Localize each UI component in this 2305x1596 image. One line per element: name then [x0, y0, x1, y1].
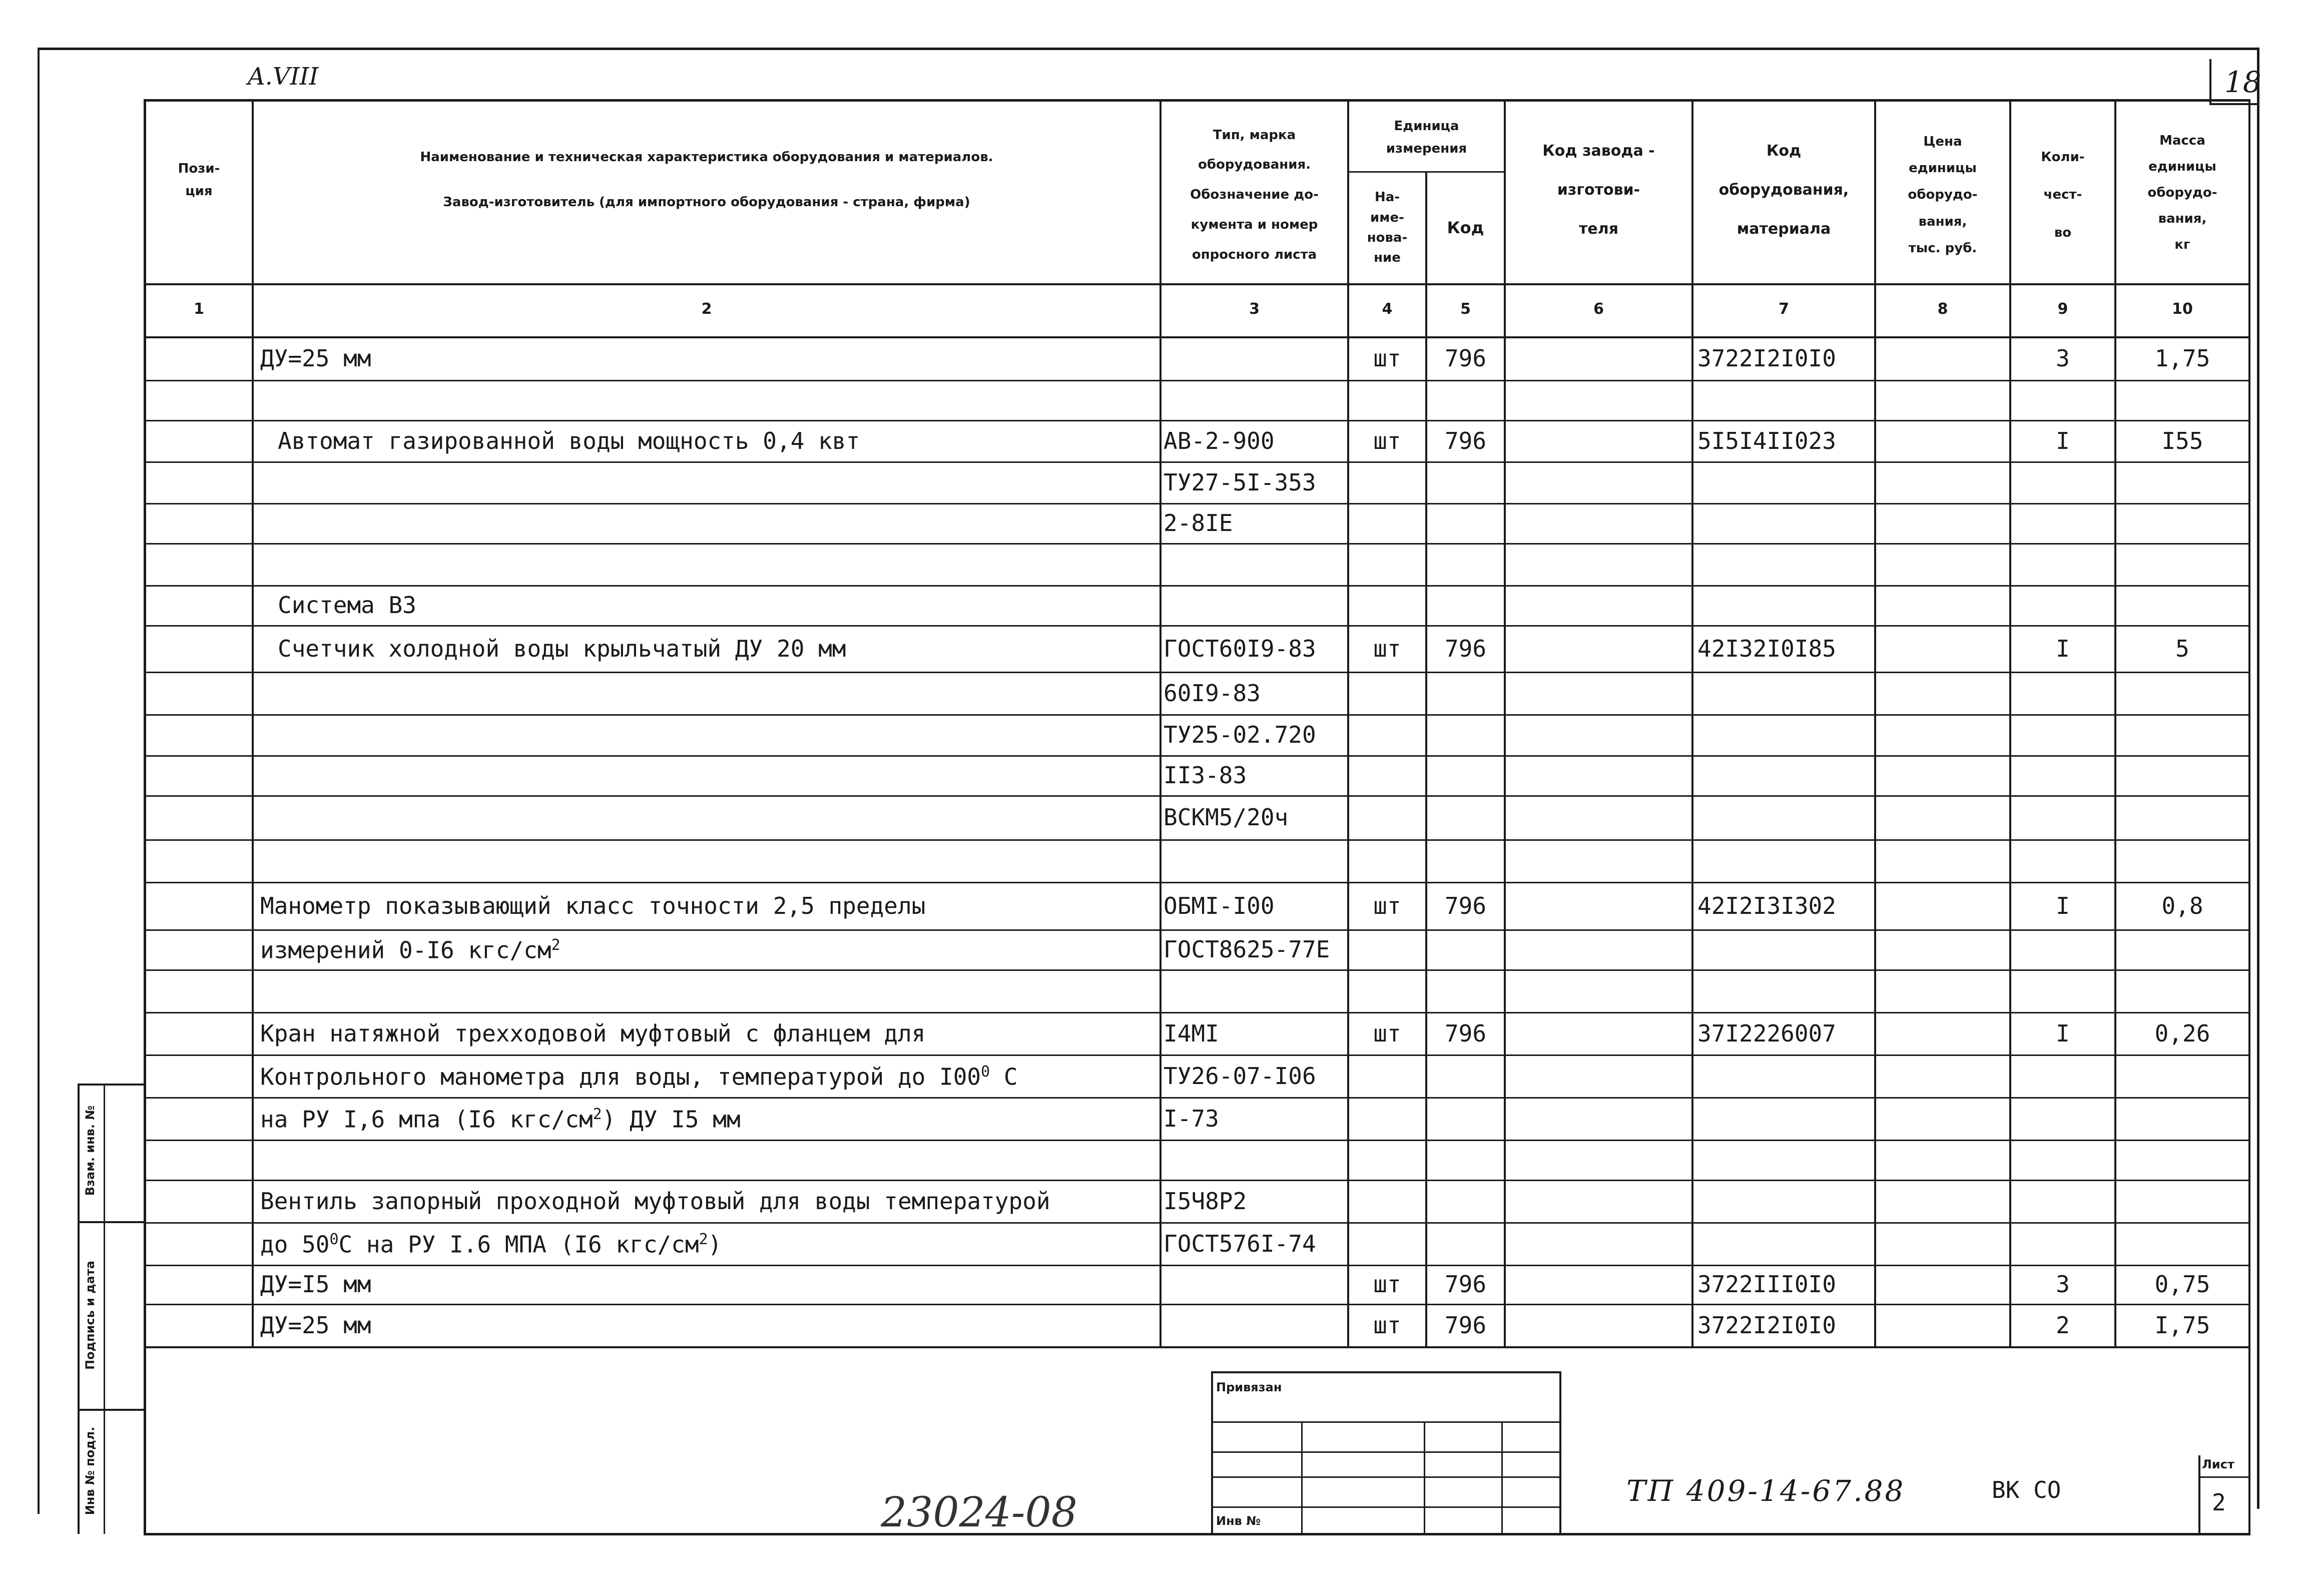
cell-name-text: до 50: [260, 1230, 330, 1258]
col-num-5: 5: [1460, 300, 1471, 318]
cell-mass: I,75: [2154, 1311, 2210, 1339]
row-divider: [144, 755, 2250, 757]
side-label-inv: Инв № подл.: [83, 1426, 97, 1515]
cell-type: I5Ч8Р2: [1164, 1187, 1247, 1215]
row-divider: [144, 1304, 2250, 1305]
cell-unit: шт: [1373, 1019, 1401, 1047]
row-divider: [144, 672, 2250, 673]
cell-code: 796: [1444, 1019, 1487, 1047]
cell-mass: 0,26: [2154, 1019, 2210, 1047]
cell-mass: 0,8: [2161, 892, 2203, 919]
header-name-line2: Завод-изготовитель (для импортного оборудования - страна, фирма): [443, 195, 970, 210]
cell-name: [260, 1311, 1156, 1339]
col-num-4: 4: [1382, 300, 1393, 318]
cell-name-sup: 2: [551, 936, 560, 954]
cell-unit: шт: [1373, 635, 1401, 662]
cell-name: [260, 1273, 1156, 1296]
cell-name: [260, 347, 1156, 370]
cell-name: [260, 894, 1156, 917]
header-quantity: Коли- чест- во: [2041, 149, 2085, 240]
cell-type: ТУ25-02.720: [1164, 721, 1316, 748]
cell-mass: 0,75: [2154, 1271, 2210, 1298]
doc-code: ТП 409-14-67.88: [1626, 1474, 1906, 1508]
cell-code: 796: [1444, 427, 1487, 454]
cell-equip: 3722I2I0I0: [1697, 1311, 1836, 1339]
cell-name: [278, 637, 1174, 660]
cell-qty: I: [2056, 635, 2070, 662]
row-divider: [144, 839, 2250, 841]
cell-mass: 1,75: [2154, 345, 2210, 372]
cell-equip: 3722III0I0: [1697, 1271, 1836, 1298]
header-unit-code: Код: [1447, 218, 1484, 237]
cell-name: [260, 1019, 1156, 1047]
section-code: ВК СО: [1992, 1476, 2061, 1503]
cell-qty: I: [2056, 892, 2070, 919]
row-divider: [144, 1012, 2250, 1013]
header-equipment-code: Код оборудования, материала: [1718, 142, 1849, 238]
cell-name-tail2: ): [708, 1230, 722, 1258]
cell-code: 796: [1444, 635, 1487, 662]
list-label: Лист: [2202, 1457, 2234, 1471]
cell-unit: шт: [1373, 345, 1401, 372]
cell-name-text: измерений 0-I6 кгс/см: [260, 936, 551, 964]
cell-qty: 3: [2056, 1271, 2070, 1298]
row-divider: [144, 1222, 2250, 1224]
cell-type: ГОСТ8625-77Е: [1164, 936, 1330, 963]
row-divider: [144, 795, 2250, 797]
row-divider: [144, 461, 2250, 463]
cell-type: ГОСТ576I-74: [1164, 1230, 1316, 1257]
cell-equip: 3722I2I0I0: [1697, 345, 1836, 372]
row-divider: [144, 969, 2250, 971]
cell-name: [260, 1232, 1156, 1256]
row-divider: [144, 503, 2250, 504]
cell-mass: I55: [2161, 427, 2203, 454]
col-num-2: 2: [701, 300, 712, 318]
header-name-line1: Наименование и техническая характеристика оборудования и материалов.: [420, 150, 993, 165]
sheet-mark: A.VIII: [248, 63, 319, 91]
cell-name-sup: 0: [329, 1230, 339, 1248]
cell-type: АВ-2-900: [1164, 427, 1275, 454]
cell-name: [278, 429, 1174, 452]
header-unit-group: Единица измерения: [1386, 118, 1467, 156]
stamp-inv-no: Инв №: [1216, 1514, 1261, 1528]
cell-code: 796: [1444, 892, 1487, 919]
cell-name-text: Счетчик холодной воды крыльчатый ДУ 20 мм: [278, 635, 846, 662]
cell-type: 60I9-83: [1164, 679, 1261, 707]
header-price: Цена единицы оборудо- вания, тыс. руб.: [1908, 134, 1978, 256]
row-divider: [144, 1265, 2250, 1266]
col-num-3: 3: [1249, 300, 1260, 318]
cell-type: II3-83: [1164, 762, 1247, 789]
cell-name: [260, 936, 1156, 964]
cell-name-sup: 0: [981, 1062, 990, 1081]
signature-number: 23024-08: [881, 1489, 1077, 1536]
col-num-1: 1: [194, 300, 204, 318]
cell-equip: 37I2226007: [1697, 1019, 1836, 1047]
cell-equip: 5I5I4II023: [1697, 427, 1836, 454]
side-label-podpis: Подпись и дата: [83, 1261, 97, 1370]
cell-name: [260, 1062, 1156, 1090]
row-divider: [144, 420, 2250, 421]
cell-name-text: Манометр показывающий класс точности 2,5 пределы: [260, 892, 926, 919]
row-divider: [144, 625, 2250, 627]
col-num-6: 6: [1593, 300, 1604, 318]
cell-unit: шт: [1373, 892, 1401, 919]
row-divider: [144, 1180, 2250, 1181]
cell-name-text: Система В3: [278, 592, 416, 619]
cell-name: [260, 1187, 1156, 1215]
row-divider: [144, 1140, 2250, 1141]
row-divider: [144, 1054, 2250, 1056]
col-num-10: 10: [2172, 300, 2193, 318]
cell-type: ТУ27-5I-353: [1164, 468, 1316, 496]
cell-name: [260, 1107, 1156, 1131]
cell-name-text: на РУ I,6 мпа (I6 кгс/см: [260, 1105, 593, 1133]
cell-type: ОБМI-I00: [1164, 892, 1275, 919]
cell-name-sup2: 2: [699, 1230, 708, 1248]
cell-qty: 2: [2056, 1311, 2070, 1339]
cell-code: 796: [1444, 345, 1487, 372]
cell-name-text: Кран натяжной трехходовой муфтовый с фланцем для: [260, 1019, 926, 1047]
cell-unit: шт: [1373, 1311, 1401, 1339]
row-divider: [144, 882, 2250, 883]
row-divider: [144, 1346, 2250, 1348]
cell-name-tail: С: [990, 1062, 1018, 1090]
cell-type: I4MI: [1164, 1019, 1219, 1047]
row-divider: [144, 543, 2250, 545]
cell-code: 796: [1444, 1311, 1487, 1339]
cell-type: I-73: [1164, 1105, 1219, 1132]
col-num-7: 7: [1779, 300, 1789, 318]
cell-type: ТУ26-07-I06: [1164, 1062, 1316, 1090]
cell-name-tail: С на РУ I.6 МПА (I6 кгс/см: [338, 1230, 699, 1258]
cell-code: 796: [1444, 1271, 1487, 1298]
row-divider: [144, 585, 2250, 587]
cell-name-sup: 2: [593, 1105, 602, 1123]
row-divider: [144, 714, 2250, 716]
list-number: 2: [2212, 1489, 2226, 1516]
cell-name-tail: ) ДУ I5 мм: [602, 1105, 741, 1133]
cell-type: ГОСТ60I9-83: [1164, 635, 1316, 662]
header-type: Тип, марка оборудования. Обозначение до- кумента и номер опросного листа: [1190, 127, 1319, 262]
col-num-8: 8: [1937, 300, 1948, 318]
page-number-top: 18: [2224, 65, 2261, 99]
cell-equip: 42I2I3I302: [1697, 892, 1836, 919]
cell-qty: I: [2056, 1019, 2070, 1047]
cell-qty: 3: [2056, 345, 2070, 372]
header-position: Пози- ция: [178, 161, 220, 199]
cell-name-text: ДУ=25 мм: [260, 1311, 371, 1339]
cell-unit: шт: [1373, 427, 1401, 454]
stamp-privyazan: Привязан: [1216, 1380, 1282, 1394]
cell-name: [278, 594, 1174, 617]
row-divider: [144, 1097, 2250, 1099]
cell-name-text: Контрольного манометра для воды, температурой до I00: [260, 1062, 981, 1090]
header-mass: Масса единицы оборудо- вания, кг: [2147, 133, 2217, 252]
cell-type: 2-8IE: [1164, 509, 1233, 537]
row-divider: [144, 380, 2250, 381]
header-plant-code: Код завода - изготови- теля: [1542, 142, 1655, 238]
cell-name-text: Автомат газированной воды мощность 0,4 квт: [278, 427, 860, 454]
col-num-9: 9: [2057, 300, 2068, 318]
cell-name-text: Вентиль запорный проходной муфтовый для воды температурой: [260, 1187, 1050, 1215]
cell-qty: I: [2056, 427, 2070, 454]
cell-name-text: ДУ=25 мм: [260, 345, 371, 372]
cell-type: ВСКМ5/20ч: [1164, 804, 1289, 831]
cell-name-text: ДУ=I5 мм: [260, 1271, 371, 1298]
row-divider: [144, 929, 2250, 931]
cell-unit: шт: [1373, 1271, 1401, 1298]
cell-mass: 5: [2175, 635, 2189, 662]
header-unit-name: На- име- нова- ние: [1367, 190, 1408, 266]
side-label-vzam: Взам. инв. №: [83, 1105, 97, 1196]
cell-equip: 42I32I0I85: [1697, 635, 1836, 662]
